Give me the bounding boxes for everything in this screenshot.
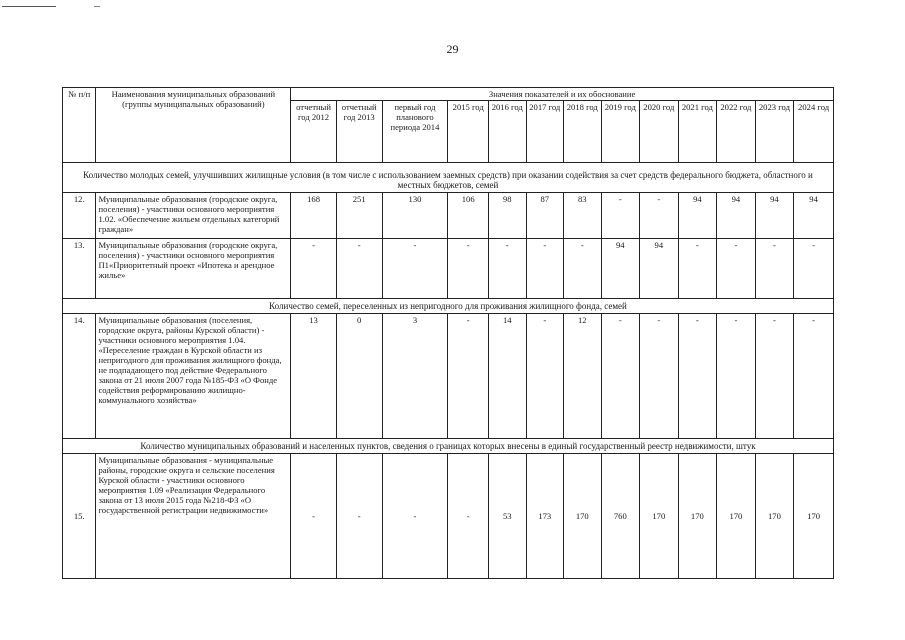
cell-value: 106 xyxy=(448,193,489,239)
header-col: отчетный год 2012 xyxy=(291,101,337,163)
cell-value: 94 xyxy=(601,239,640,299)
header-col: 2018 год xyxy=(564,101,602,163)
section-title: Количество муниципальных образований и населенных пунктов, сведения о границах которых внесены в единый государственный реестр недвижимости, штук xyxy=(63,439,834,454)
header-col: 2017 год xyxy=(526,101,564,163)
cell-value: - xyxy=(291,239,337,299)
cell-value: 94 xyxy=(717,193,756,239)
cell-value: - xyxy=(794,239,834,299)
indicators-table xyxy=(62,87,834,579)
header-num: № п/п xyxy=(63,88,96,163)
header-rule xyxy=(2,6,56,7)
cell-value: - xyxy=(640,314,679,439)
cell-value: - xyxy=(448,239,489,299)
cell-value: 12 xyxy=(564,314,602,439)
cell-value: - xyxy=(488,239,526,299)
row-name: Муниципальные образования (поселения, городские округа, районы Курской области) - участники основного мероприятия 1.04. «Переселение граждан в Курской области из непригодного для проживания жилищного фонда, не подпадающего под действие Федерального закона от 21 июля 2007 года №185-ФЗ «О Фонде содействия реформированию жилищно-коммунального хозяйства» xyxy=(96,314,291,439)
section-title: Количество молодых семей, улучшивших жилищные условия (в том числе с использованием заемных средств) при оказании содействия за счет средств федерального бюджета, областного и местных бюджетов, семей xyxy=(63,163,834,193)
cell-value: 170 xyxy=(640,454,679,579)
cell-value: 170 xyxy=(564,454,602,579)
cell-value: - xyxy=(382,239,448,299)
cell-value: - xyxy=(755,239,794,299)
row-name: Муниципальные образования (городские округа, поселения) - участники основного мероприятия П1«Приоритетный проект «Ипотека и арендное жилье» xyxy=(96,239,291,299)
cell-value: - xyxy=(526,314,564,439)
cell-value: 94 xyxy=(794,193,834,239)
header-col: отчетный год 2013 xyxy=(336,101,382,163)
cell-value: 168 xyxy=(291,193,337,239)
cell-value: 3 xyxy=(382,314,448,439)
cell-value: - xyxy=(678,239,717,299)
cell-value: - xyxy=(336,454,382,579)
cell-value: - xyxy=(291,454,337,579)
cell-value: 87 xyxy=(526,193,564,239)
row-name: Муниципальные образования - муниципальные районы, городские округа и сельские поселения Курской области - участники основного мероприятия 1.09 «Реализация Федерального закона от 13 июля 2015 года №218-ФЗ «О государственной регистрации недвижимости» xyxy=(96,454,291,579)
cell-value: - xyxy=(382,454,448,579)
cell-value: 14 xyxy=(488,314,526,439)
header-name: Наименования муниципальных образований (группы муниципальных образований) xyxy=(96,88,291,163)
header-col: 2021 год xyxy=(678,101,717,163)
cell-value: 94 xyxy=(755,193,794,239)
cell-value: - xyxy=(640,193,679,239)
page-number: 29 xyxy=(446,42,459,56)
cell-value: 98 xyxy=(488,193,526,239)
cell-value: 13 xyxy=(291,314,337,439)
cell-value: - xyxy=(794,314,834,439)
cell-value: - xyxy=(564,239,602,299)
header-col: 2015 год xyxy=(448,101,489,163)
cell-value: - xyxy=(601,193,640,239)
cell-value: 130 xyxy=(382,193,448,239)
row-num: 12. xyxy=(63,193,96,239)
cell-value: 53 xyxy=(488,454,526,579)
cell-value: - xyxy=(678,314,717,439)
cell-value: 251 xyxy=(336,193,382,239)
cell-value: 760 xyxy=(601,454,640,579)
cell-value: 83 xyxy=(564,193,602,239)
cell-value: 94 xyxy=(640,239,679,299)
cell-value: 170 xyxy=(794,454,834,579)
header-col: 2023 год xyxy=(755,101,794,163)
header-col: 2020 год xyxy=(640,101,679,163)
cell-value: - xyxy=(448,314,489,439)
header-col: 2024 год xyxy=(794,101,834,163)
row-num: 13. xyxy=(63,239,96,299)
cell-value: - xyxy=(526,239,564,299)
cell-value: - xyxy=(717,314,756,439)
cell-value: 173 xyxy=(526,454,564,579)
row-num: 15. xyxy=(63,454,96,579)
cell-value: 94 xyxy=(678,193,717,239)
header-col: 2022 год xyxy=(717,101,756,163)
cell-value: 0 xyxy=(336,314,382,439)
cell-value: 170 xyxy=(678,454,717,579)
header-rule-mark xyxy=(94,6,100,7)
cell-value: - xyxy=(336,239,382,299)
header-col: первый год планового периода 2014 xyxy=(382,101,448,163)
cell-value: - xyxy=(448,454,489,579)
header-col: 2016 год xyxy=(488,101,526,163)
cell-value: - xyxy=(717,239,756,299)
cell-value: 170 xyxy=(717,454,756,579)
cell-value: 170 xyxy=(755,454,794,579)
cell-value: - xyxy=(601,314,640,439)
header-values-title: Значения показателей и их обоснование xyxy=(291,88,834,101)
row-num: 14. xyxy=(63,314,96,439)
row-name: Муниципальные образования (городские округа, поселения) - участники основного мероприятия 1.02. «Обеспечение жильем отдельных категорий граждан» xyxy=(96,193,291,239)
section-title: Количество семей, переселенных из непригодного для проживания жилищного фонда, семей xyxy=(63,299,834,314)
header-col: 2019 год xyxy=(601,101,640,163)
cell-value: - xyxy=(755,314,794,439)
